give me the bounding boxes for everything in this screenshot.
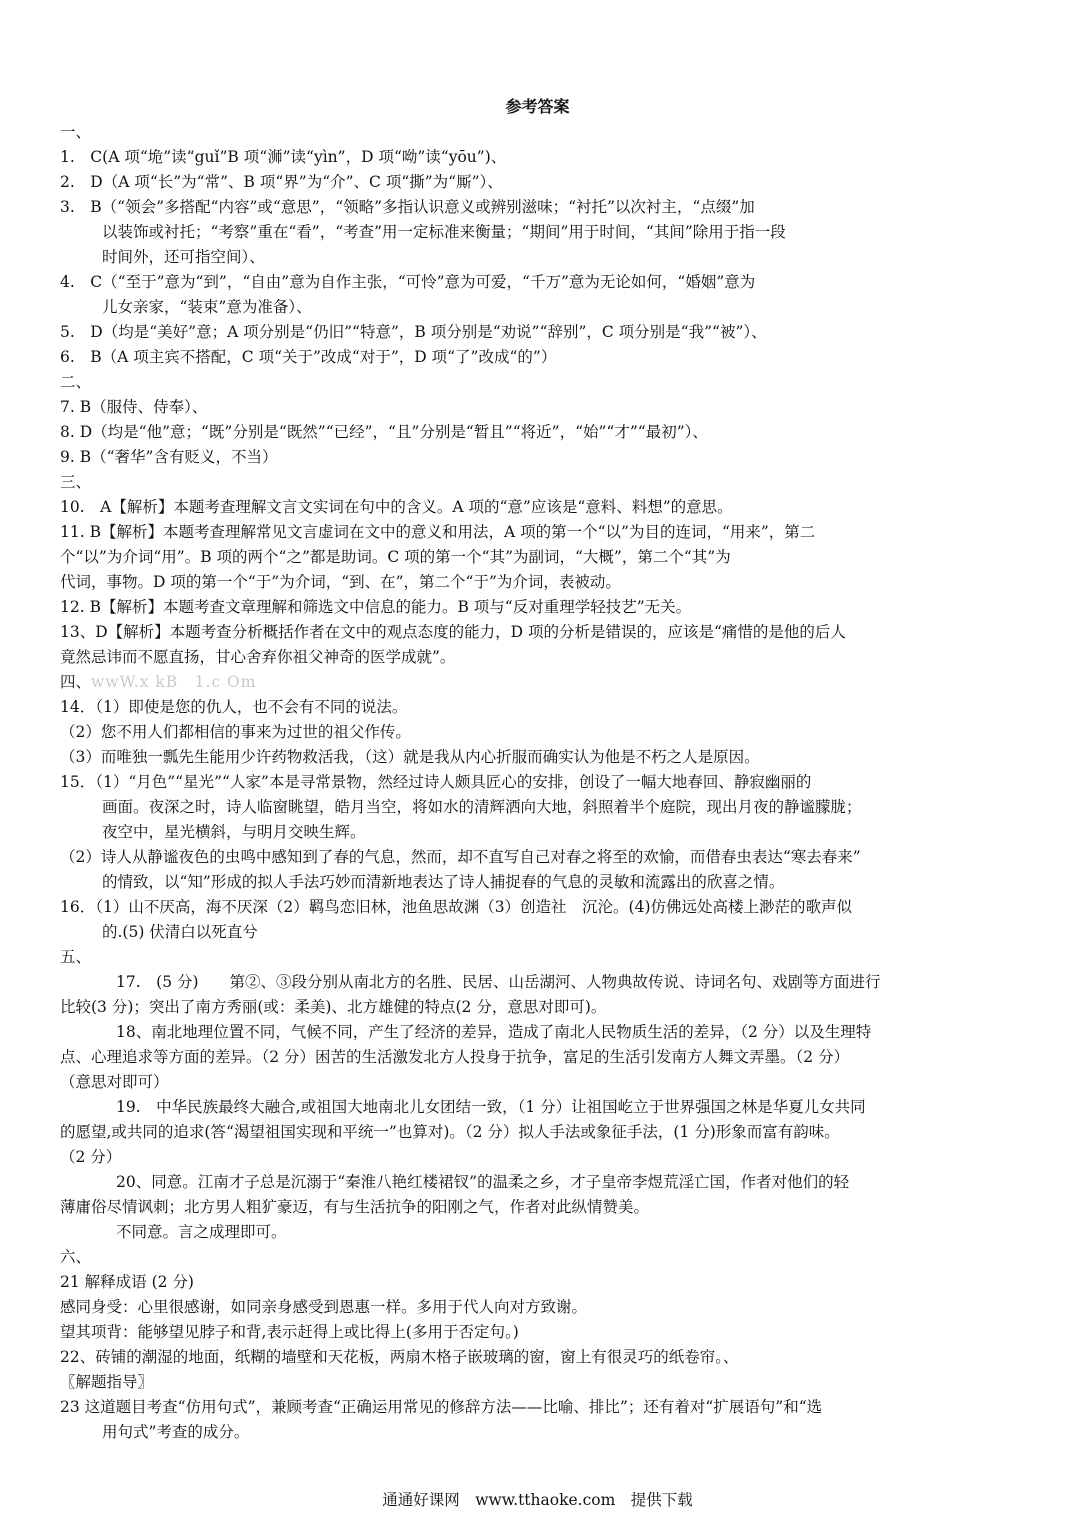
answer-14-line-2: （2）您不用人们都相信的事来为过世的祖父作传。 xyxy=(60,723,411,741)
answer-19-line-2: 的愿望,或共同的追求(答“渴望祖国实现和平统一”也算对)。（2 分）拟人手法或象征手法，(1 分)形象而富有韵味。 xyxy=(60,1123,840,1141)
answer-14-line-1: 14．（1）即使是您的仇人，也不会有不同的说法。 xyxy=(60,698,408,716)
answer-15-line-2: 画面。夜深之时，诗人临窗眺望，皓月当空，将如水的清辉洒向大地，斜照着半个庭院，现出月夜的静谧朦胧； xyxy=(102,798,862,816)
section-4-heading xyxy=(60,670,1020,695)
page-title: 参考答案 xyxy=(505,97,570,116)
section-4-label: 四、 xyxy=(60,673,92,691)
answer-18-line-2: 点、心理追求等方面的差异。（2 分）困苦的生活激发北方人投身于抗争，富足的生活引发南方人舞文弄墨。（2 分） xyxy=(60,1048,850,1066)
answer-22-guide: 〖解题指导〗 xyxy=(60,1373,154,1391)
answer-19-line-1: 19. 中华民族最终大融合,或祖国大地南北儿女团结一致，（1 分）让祖国屹立于世界强国之林是华夏儿女共同 xyxy=(116,1098,866,1116)
answer-20-line-2: 薄庸俗尽情讽刺；北方男人粗犷豪迈，有与生活抗争的阳刚之气，作者对此纵情赞美。 xyxy=(60,1198,650,1216)
answer-15-line-1: 15．（1）“月色”“星光”“人家”本是寻常景物，然经过诗人颇具匠心的安排，创设了一幅大地春回、静寂幽丽的 xyxy=(60,773,812,791)
watermark: wwW.x kB 1.c Om xyxy=(91,673,257,691)
answer-20-line-1: 20、同意。江南才子总是沉溺于“秦淮八艳红楼裙钗”的温柔之乡，才子皇帝李煜荒淫亡国，作者对他们的轻 xyxy=(116,1173,850,1191)
answer-19-line-3: （2 分） xyxy=(60,1148,122,1166)
answer-16-line-1: 16．（1）山不厌高，海不厌深（2）羁鸟恋旧林，池鱼思故渊（3）创造社 沉沦。(4)仿佛远处高楼上渺茫的歌声似 xyxy=(60,898,853,916)
answer-4-line-2: 儿女亲家，“装束”意为准备）、 xyxy=(102,298,312,316)
answer-12: 12. B【解析】本题考查文章理解和筛选文中信息的能力。B 项与“反对重理学轻技艺”无关。 xyxy=(60,598,692,616)
answer-21-heading: 21 解释成语 (2 分) xyxy=(60,1273,194,1291)
answer-16-line-2: 的.(5) 伏清白以死直兮 xyxy=(102,923,258,941)
answer-11-line-1: 11. B【解析】本题考查理解常见文言虚词在文中的意义和用法，A 项的第一个“以”为目的连词，“用来”，第二 xyxy=(60,523,816,541)
answer-13-line-1: 13、D【解析】本题考查分析概括作者在文中的观点态度的能力，D 项的分析是错误的，应该是“痛惜的是他的后人 xyxy=(60,623,846,641)
answer-8: 8. D（均是“他”意；“既”分别是“既然”“已经”，“且”分别是“暂且”“将近”，“始”“才”“最初”）、 xyxy=(60,423,708,441)
section-3-heading: 三、 xyxy=(60,473,92,491)
answer-11-line-2: 个“以”为介词“用”。B 项的两个“之”都是助词。C 项的第一个“其”为副词，“大概”，第二个“其”为 xyxy=(60,548,731,566)
answer-17-line-1: 17. (5 分) 第②、③段分别从南北方的名胜、民居、山岳湖河、人物典故传说、诗词名句、戏剧等方面进行 xyxy=(116,973,881,991)
answer-22: 22、砖铺的潮湿的地面，纸糊的墙壁和天花板，两扇木格子嵌玻璃的窗，窗上有很灵巧的纸卷帘。、 xyxy=(60,1348,739,1366)
section-6-heading: 六、 xyxy=(60,1248,92,1266)
answer-18-line-1: 18、南北地理位置不同，气候不同，产生了经济的差异，造成了南北人民物质生活的差异，（2 分）以及生理特 xyxy=(116,1023,872,1041)
answer-15-line-5: 的情致，以“知”形成的拟人手法巧妙而清新地表达了诗人捕捉春的气息的灵敏和流露出的欣喜之情。 xyxy=(102,873,785,891)
answer-9: 9. B（“奢华”含有贬义，不当） xyxy=(60,448,278,466)
section-5-heading: 五、 xyxy=(60,948,92,966)
answer-7: 7. B（服侍、侍奉）、 xyxy=(60,398,208,416)
answer-21-idiom-2: 望其项背：能够望见脖子和背,表示赶得上或比得上(多用于否定句。) xyxy=(60,1323,519,1341)
answer-11-line-3: 代词，事物。D 项的第一个“于”为介词，“到、在”，第二个“于”为介词，表被动。 xyxy=(60,573,621,591)
answer-10: 10. A【解析】本题考查理解文言文实词在句中的含义。A 项的“意”应该是“意料、料想”的意思。 xyxy=(60,498,733,516)
answer-14-line-3: （3）而唯独一瓢先生能用少许药物救活我，（这）就是我从内心折服而确实认为他是不朽之人是原因。 xyxy=(60,748,760,766)
answer-6: 6. B（A 项主宾不搭配，C 项“关于”改成“对于”，D 项“了”改成“的”） xyxy=(60,348,557,366)
answer-4-line-1: 4. C（“至于”意为“到”，“自由”意为自作主张，“可怜”意为可爱，“千万”意为无论如何，“婚姻”意为 xyxy=(60,273,756,291)
answer-23-line-2: 用句式”考查的成分。 xyxy=(102,1423,250,1441)
answer-15-line-4: （2）诗人从静谧夜色的虫鸣中感知到了春的气息，然而，却不直写自己对春之将至的欢愉，而借春虫表达“寒去春来” xyxy=(60,848,861,866)
answer-3-line-1: 3. B（“领会”多搭配“内容”或“意思”，“领略”多指认识意义或辨别滋味；“衬托”以次衬主，“点缀”加 xyxy=(60,198,755,216)
answer-3-line-3: 时间外，还可指空间）、 xyxy=(102,248,265,266)
answer-13-line-2: 竟然忌讳而不愿直扬，甘心舍弃你祖父神奇的医学成就”。 xyxy=(60,648,456,666)
section-1-heading: 一、 xyxy=(60,123,92,141)
answer-5: 5. D（均是“美好”意；A 项分别是“仍旧”“特意”，B 项分别是“劝说”“辞别”，C 项分别是“我”“被”）、 xyxy=(60,323,767,341)
answer-17-line-2: 比较(3 分)；突出了南方秀丽(或：柔美)、北方雄健的特点(2 分，意思对即可)。 xyxy=(60,998,607,1016)
answer-23-line-1: 23 这道题目考查“仿用句式”，兼顾考查“正确运用常见的修辞方法——比喻、排比”；还有着对“扩展语句”和“选 xyxy=(60,1398,823,1416)
answer-20-line-3: 不同意。言之成理即可。 xyxy=(116,1223,287,1241)
answer-18-line-3: （意思对即可） xyxy=(60,1073,169,1091)
answer-2: 2. D（A 项“长”为“常”、B 项“界”为“介”、C 项“撕”为“厮”）、 xyxy=(60,173,503,191)
answer-15-line-3: 夜空中，星光横斜，与明月交映生辉。 xyxy=(102,823,366,841)
section-2-heading: 二、 xyxy=(60,373,92,391)
answer-21-idiom-1: 感同身受：心里很感谢，如同亲身感受到恩惠一样。多用于代人向对方致谢。 xyxy=(60,1298,588,1316)
answer-1: 1. C(A 项“垝”读“guǐ”B 项“浉”读“yìn”，D 项“呦”读“yōu”)、 xyxy=(60,148,507,166)
footer-credit: 通通好课网 www.tthaoke.com 提供下载 xyxy=(382,1491,693,1509)
answer-3-line-2: 以装饰或衬托；“考察”重在“看”，“考查”用一定标准来衡量；“期间”用于时间，“其间”除用于指一段 xyxy=(102,223,786,241)
